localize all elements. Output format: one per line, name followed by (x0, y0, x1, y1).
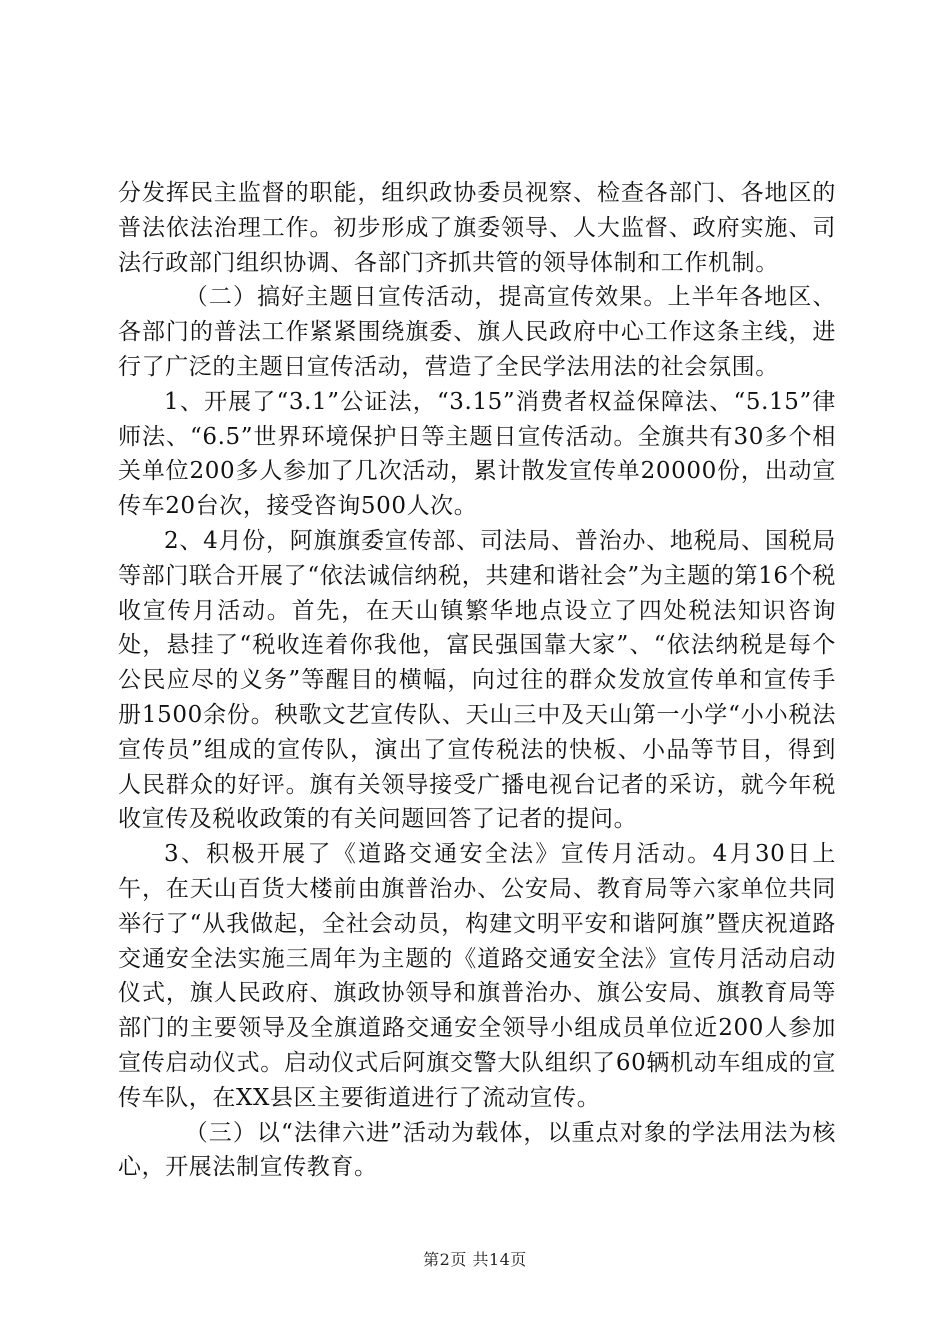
page-number: 第2页 共14页 (423, 1250, 527, 1269)
page-footer (0, 1247, 950, 1270)
paragraph-section-three-heading: （三）以“法律六进”活动为载体，以重点对象的学法用法为核心，开展法制宣传教育。 (118, 1119, 836, 1181)
document-body (118, 176, 836, 1185)
paragraph-item-three: 3、积极开展了《道路交通安全法》宣传月活动。4月30日上午，在天山百货大楼前由旗普治办、公安局、教育局等六家单位共同举行了“从我做起，全社会动员，构建文明平安和谐阿旗”暨庆祝道路交通安全法实施三周年为主题的《道路交通安全法》宣传月活动启动仪式，旗人民政府、旗政协领导和旗普治办、旗公安局、旗教育局等部门的主要领导及全旗道路交通安全领导小组成员单位近200人参加宣传启动仪式。启动仪式后阿旗交警大队组织了60辆机动车组成的宣传车队，在XX县区主要街道进行了流动宣传。 (118, 841, 836, 1111)
paragraph-item-one: 1、开展了“3.1”公证法，“3.15”消费者权益保障法、“5.15”律师法、“6.5”世界环境保护日等主题日宣传活动。全旗共有30多个相关单位200多人参加了几次活动，累计散发宣传单20000份，出动宣传车20台次，接受咨询500人次。 (118, 388, 836, 520)
paragraph-item-two: 2、4月份，阿旗旗委宣传部、司法局、普治办、地税局、国税局等部门联合开展了“依法诚信纳税，共建和谐社会”为主题的第16个税收宣传月活动。首先，在天山镇繁华地点设立了四处税法知识咨询处，悬挂了“税收连着你我他，富民强国靠大家”、“依法纳税是每个公民应尽的义务”等醒目的横幅，向过往的群众发放宣传单和宣传手册1500余份。秧歌文艺宣传队、天山三中及天山第一小学“小小税法宣传员”组成的宣传队，演出了宣传税法的快板、小品等节目，得到人民群众的好评。旗有关领导接受广播电视台记者的采访，就今年税收宣传及税收政策的有关问题回答了记者的提问。 (118, 527, 836, 833)
paragraph-section-two-heading: （二）搞好主题日宣传活动，提高宣传效果。上半年各地区、各部门的普法工作紧紧围绕旗委、旗人民政府中心工作这条主线，进行了广泛的主题日宣传活动，营造了全民学法用法的社会氛围。 (118, 284, 836, 380)
paragraph-continuation: 分发挥民主监督的职能，组织政协委员视察、检查各部门、各地区的普法依法治理工作。初步形成了旗委领导、人大监督、政府实施、司法行政部门组织协调、各部门齐抓共管的领导体制和工作机制。 (118, 180, 836, 276)
